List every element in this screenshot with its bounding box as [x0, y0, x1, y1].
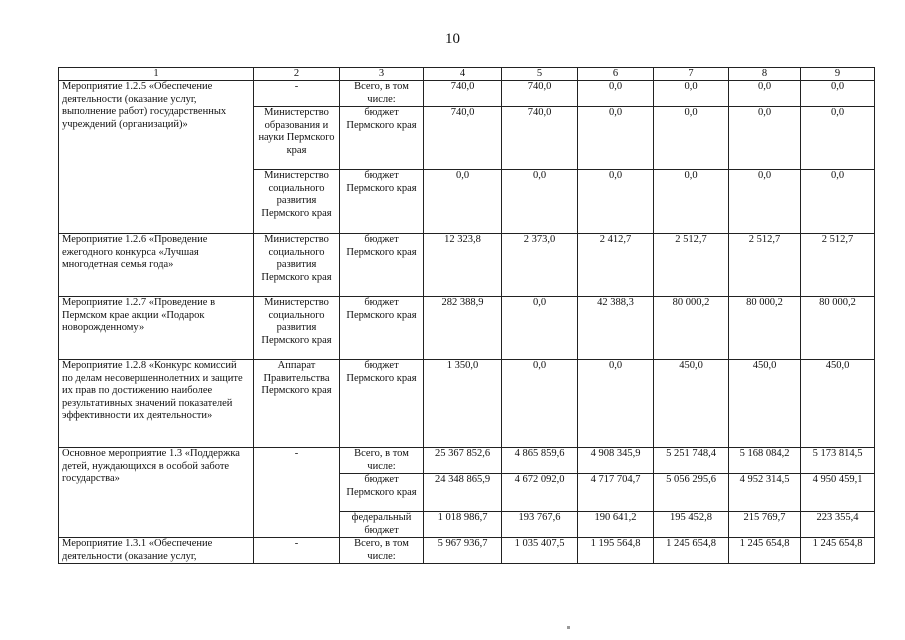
- value: 1 195 564,8: [578, 538, 654, 564]
- value: 0,0: [654, 106, 728, 169]
- value: 223 355,4: [801, 511, 874, 537]
- value: 0,0: [502, 360, 578, 448]
- value-cell: [729, 81, 801, 234]
- value: 4 950 459,1: [801, 473, 874, 511]
- column-number: 7: [654, 68, 729, 81]
- executor: -: [254, 448, 340, 538]
- column-number-row: [59, 68, 875, 81]
- column-number: 9: [801, 68, 875, 81]
- column-number: 4: [424, 68, 502, 81]
- value-cell: [654, 448, 729, 538]
- column-number: 5: [502, 68, 578, 81]
- table-row: [59, 360, 875, 448]
- value: 193 767,6: [502, 511, 577, 537]
- executor: Министерство образования и науки Пермского края: [254, 106, 339, 169]
- funding-source: федеральный бюджет: [340, 511, 423, 537]
- value: 0,0: [830, 81, 845, 92]
- column-number: 8: [729, 68, 801, 81]
- funding-source: бюджет Пермского края: [340, 234, 424, 297]
- value: 1 245 654,8: [801, 538, 875, 564]
- funding-source: бюджет Пермского края: [340, 473, 423, 511]
- value: 740,0: [527, 81, 552, 92]
- funding-source: Всего, в том числе:: [354, 81, 409, 105]
- table-row: [59, 234, 875, 297]
- executor: Аппарат Правительства Пермского края: [254, 360, 340, 448]
- activity-name: Мероприятие 1.2.6 «Проведение ежегодного конкурса «Лучшая многодетная семья года»: [59, 234, 254, 297]
- source-cell: [340, 81, 424, 234]
- value: 0,0: [729, 106, 800, 169]
- table-row: [59, 81, 875, 234]
- value: 2 512,7: [729, 234, 801, 297]
- value: 2 512,7: [801, 234, 875, 297]
- value: 740,0: [450, 81, 475, 92]
- activity-name: Мероприятие 1.2.7 «Проведение в Пермском крае акции «Подарок новорожденному»: [59, 297, 254, 360]
- value: 1 018 986,7: [424, 511, 501, 537]
- value-cell: [801, 448, 875, 538]
- value: 5 173 814,5: [812, 448, 863, 459]
- funding-source: бюджет Пермского края: [340, 360, 424, 448]
- value-cell: [578, 81, 654, 234]
- value: 1 350,0: [424, 360, 502, 448]
- value-cell: [424, 448, 502, 538]
- value: 80 000,2: [801, 297, 875, 360]
- value: 740,0: [502, 106, 577, 169]
- value-cell: [502, 448, 578, 538]
- executor: Министерство социального развития Пермского края: [254, 169, 339, 233]
- value-cell: [801, 81, 875, 234]
- value: 4 717 704,7: [578, 473, 653, 511]
- value: 1 245 654,8: [729, 538, 801, 564]
- value: 1 245 654,8: [654, 538, 729, 564]
- value: 282 388,9: [424, 297, 502, 360]
- table-row: [59, 297, 875, 360]
- value: 5 056 295,6: [654, 473, 728, 511]
- executor-cell: [254, 81, 340, 234]
- value-cell: [578, 448, 654, 538]
- table-row: [59, 538, 875, 564]
- value: 12 323,8: [424, 234, 502, 297]
- value: 450,0: [801, 360, 875, 448]
- value: 4 672 092,0: [502, 473, 577, 511]
- value: 0,0: [502, 297, 578, 360]
- value: 5 168 084,2: [739, 448, 790, 459]
- value: 215 769,7: [729, 511, 800, 537]
- value: 0,0: [578, 360, 654, 448]
- value: 4 908 345,9: [590, 448, 641, 459]
- value: 450,0: [654, 360, 729, 448]
- funding-source: бюджет Пермского края: [340, 169, 423, 233]
- value-cell: [424, 81, 502, 234]
- value: 0,0: [608, 81, 623, 92]
- value: 1 035 407,5: [502, 538, 578, 564]
- column-number: 2: [254, 68, 340, 81]
- source-cell: [340, 448, 424, 538]
- value-cell: [654, 81, 729, 234]
- value: 0,0: [654, 169, 728, 233]
- executor: Министерство социального развития Пермского края: [254, 297, 340, 360]
- value: 24 348 865,9: [424, 473, 501, 511]
- value: 25 367 852,6: [434, 448, 491, 459]
- value: 5 251 748,4: [666, 448, 716, 459]
- value: 0,0: [578, 169, 653, 233]
- value: 0,0: [801, 169, 874, 233]
- scan-speck: [567, 626, 570, 629]
- value-cell: [729, 448, 801, 538]
- value: 80 000,2: [729, 297, 801, 360]
- table-row: [59, 448, 875, 538]
- column-number: 1: [59, 68, 254, 81]
- activity-name: Мероприятие 1.2.5 «Обеспечение деятельности (оказание услуг, выполнение работ) государственных учреждений (организаций)»: [59, 81, 254, 234]
- executor: -: [254, 538, 340, 564]
- value: 450,0: [729, 360, 801, 448]
- value: 190 641,2: [578, 511, 653, 537]
- activity-name: Мероприятие 1.3.1 «Обеспечение деятельности (оказание услуг,: [59, 538, 254, 564]
- value: 2 412,7: [578, 234, 654, 297]
- financing-table: [58, 67, 875, 564]
- value: 5 967 936,7: [424, 538, 502, 564]
- value: 0,0: [684, 81, 698, 92]
- column-number: 6: [578, 68, 654, 81]
- column-number: 3: [340, 68, 424, 81]
- value-cell: [502, 81, 578, 234]
- value: 2 373,0: [502, 234, 578, 297]
- value: 42 388,3: [578, 297, 654, 360]
- funding-source: Всего, в том числе:: [354, 448, 409, 472]
- value: 0,0: [801, 106, 874, 169]
- funding-source: Всего, в том числе:: [340, 538, 424, 564]
- value: 740,0: [424, 106, 501, 169]
- funding-source: бюджет Пермского края: [340, 106, 423, 169]
- executor: -: [294, 81, 299, 92]
- value: 0,0: [578, 106, 653, 169]
- value: 4 952 314,5: [729, 473, 800, 511]
- value: 2 512,7: [654, 234, 729, 297]
- value: 0,0: [757, 81, 772, 92]
- page-number: 10: [445, 31, 460, 47]
- value: 80 000,2: [654, 297, 729, 360]
- activity-name: Мероприятие 1.2.8 «Конкурс комиссий по делам несовершеннолетних и защите их прав по достижению наиболее результативных значений показателей эффективности их деятельности»: [59, 360, 254, 448]
- value: 0,0: [729, 169, 800, 233]
- value: 4 865 859,6: [514, 448, 565, 459]
- funding-source: бюджет Пермского края: [340, 297, 424, 360]
- value: 0,0: [424, 169, 501, 233]
- executor: Министерство социального развития Пермского края: [254, 234, 340, 297]
- value: 0,0: [502, 169, 577, 233]
- activity-name: Основное мероприятие 1.3 «Поддержка детей, нуждающихся в особой заботе государства»: [59, 448, 254, 538]
- value: 195 452,8: [654, 511, 728, 537]
